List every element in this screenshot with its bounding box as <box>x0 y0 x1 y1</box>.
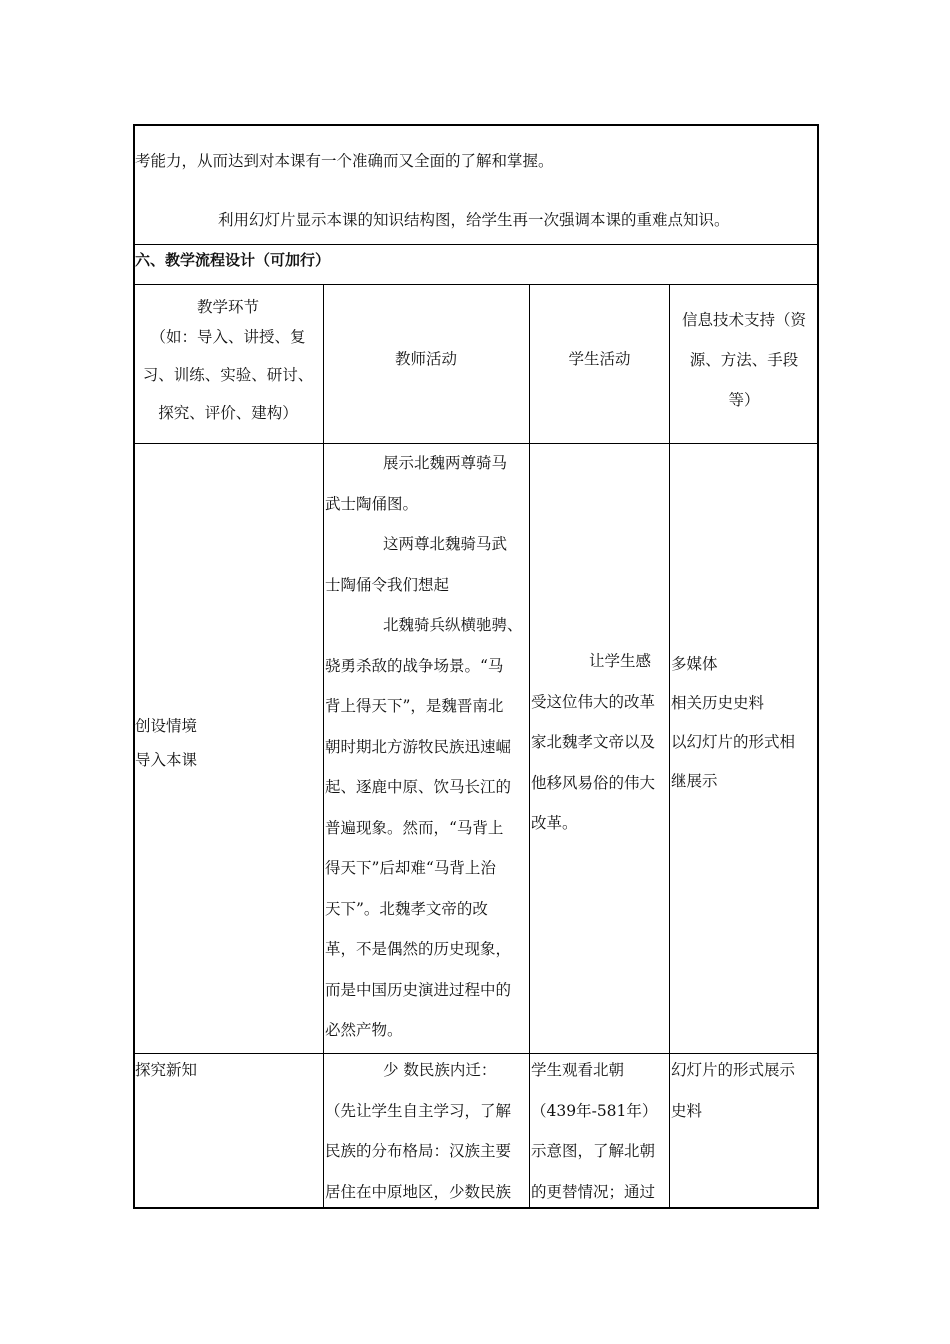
row2-teacher-line: 居住在中原地区，少数民族 <box>325 1182 512 1201</box>
row2-tech <box>671 1050 817 1131</box>
row2-student-line: 学生观看北朝 <box>531 1061 625 1079</box>
header-stage-line: 探究、评价、建构） <box>158 404 298 422</box>
divider <box>133 244 819 245</box>
row1-teacher-line: 而是中国历史演进过程中的 <box>325 980 512 999</box>
row1-teacher-line: 士陶俑令我们想起 <box>325 575 450 594</box>
row2-teacher <box>325 1050 527 1212</box>
row1-teacher-line: 必然产物。 <box>325 1021 403 1039</box>
row2-teacher-line: 少 数民族内迁： <box>383 1061 497 1079</box>
header-teacher: 教师活动 <box>394 350 457 368</box>
column-divider <box>669 285 670 1207</box>
intro-line-2: 利用幻灯片显示本课的知识结构图，给学生再一次强调本课的重难点知识。 <box>218 211 730 229</box>
row1-tech-line: 继展示 <box>671 772 718 790</box>
row1-teacher-line: 这两尊北魏骑马武 <box>383 535 508 553</box>
row1-stage-line: 创设情境 <box>135 717 198 735</box>
header-stage-line: 习、训练、实验、研讨、 <box>142 366 314 384</box>
row2-student-line: （439年-581年） <box>531 1101 658 1120</box>
header-tech-line: 等） <box>728 391 760 409</box>
row1-student-line: 受这位伟大的改革 <box>531 692 656 711</box>
divider <box>133 284 819 285</box>
row1-teacher-line: 武士陶俑图。 <box>325 494 419 513</box>
row2-tech-line: 幻灯片的形式展示 <box>671 1061 796 1079</box>
column-divider <box>323 285 324 1207</box>
row1-stage-line: 导入本课 <box>135 751 198 769</box>
row1-teacher-line: 北魏骑兵纵横驰骋、 <box>383 616 523 634</box>
header-stage-line: 教学环节 <box>196 298 259 316</box>
row1-teacher-line: 背上得天下”，是魏晋南北 <box>325 697 504 715</box>
row1-student-line: 他移风易俗的伟大 <box>531 773 656 792</box>
header-student: 学生活动 <box>568 350 631 368</box>
section-title: 六、教学流程设计（可加行） <box>135 251 331 269</box>
row1-student-line: 家北魏孝文帝以及 <box>531 733 656 751</box>
row1-teacher-line: 天下”。北魏孝文帝的改 <box>325 899 488 918</box>
row1-student-line: 改革。 <box>531 814 578 832</box>
row2-student-line: 的更替情况；通过 <box>531 1182 656 1201</box>
row1-teacher-line: 起、逐鹿中原、饮马长江的 <box>325 778 512 796</box>
row1-teacher-line: 得天下”后却难“马背上治 <box>325 859 496 877</box>
row1-tech-line: 多媒体 <box>671 655 718 673</box>
row1-teacher-line: 骁勇杀敌的战争场景。“马 <box>325 656 504 675</box>
row1-teacher <box>325 443 527 1051</box>
row1-tech-line: 相关历史史料 <box>671 694 765 712</box>
row1-stage <box>135 709 321 777</box>
row2-stage: 探究新知 <box>135 1061 198 1079</box>
row1-teacher-line: 展示北魏两尊骑马 <box>383 454 508 472</box>
row1-tech-line: 以幻灯片的形式相 <box>671 733 796 751</box>
row1-teacher-line: 普遍现象。然而，“马背上 <box>325 818 504 837</box>
row2-student-line: 示意图，了解北朝 <box>531 1142 656 1160</box>
row1-teacher-line: 革，不是偶然的历史现象， <box>325 940 512 958</box>
row2-tech-line: 史料 <box>671 1101 703 1120</box>
row2-teacher-line: 民族的分布格局：汉族主要 <box>325 1142 512 1160</box>
header-tech <box>671 300 817 420</box>
intro-line-1: 考能力，从而达到对本课有一个准确而又全面的了解和掌握。 <box>135 152 554 170</box>
column-divider <box>529 285 530 1207</box>
header-tech-line: 源、方法、手段 <box>689 351 799 369</box>
row2-student <box>531 1050 668 1212</box>
row2-teacher-line: （先让学生自主学习，了解 <box>325 1101 512 1120</box>
row1-student-line: 让学生感 <box>589 652 652 670</box>
row1-teacher-line: 朝时期北方游牧民族迅速崛 <box>325 737 512 756</box>
header-tech-line: 信息技术支持（资 <box>681 311 806 329</box>
row1-tech <box>671 645 817 801</box>
header-stage-detail <box>135 318 321 432</box>
row1-student <box>531 641 668 844</box>
header-stage-line: （如：导入、讲授、复 <box>150 328 306 346</box>
